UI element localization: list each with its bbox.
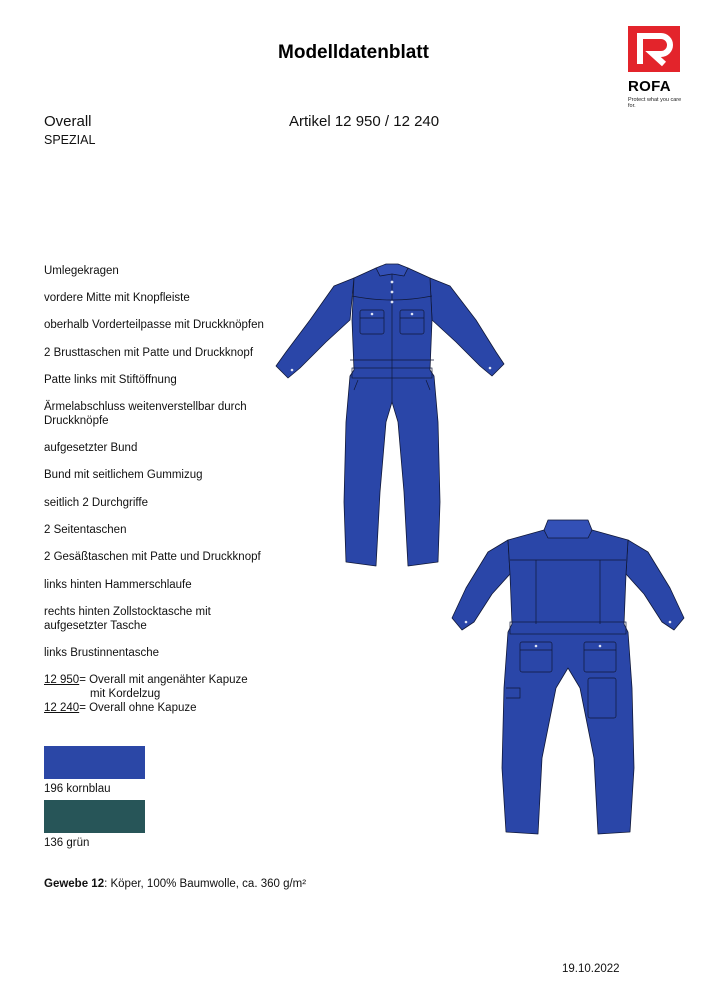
color-swatch-blue: [44, 746, 145, 779]
color-label: 136 grün: [44, 837, 90, 849]
feature-item: links hinten Hammerschlaufe: [44, 579, 192, 591]
feature-item: Patte links mit Stiftöffnung: [44, 374, 177, 386]
document-date: 19.10.2022: [562, 963, 620, 975]
feature-item: rechts hinten Zollstocktasche mit aufgesetzter Tasche: [44, 606, 211, 632]
fabric-info: [44, 878, 306, 890]
color-label: 196 kornblau: [44, 783, 111, 795]
fabric-text: : Köper, 100% Baumwolle, ca. 360 g/m²: [104, 878, 307, 890]
variant-item: [44, 673, 279, 687]
feature-item: seitlich 2 Durchgriffe: [44, 497, 148, 509]
feature-item: aufgesetzter Bund: [44, 442, 138, 454]
overall-back-illustration: [448, 518, 688, 836]
variant-code: 12 240: [44, 702, 80, 714]
variant-code: 12 950: [44, 674, 80, 686]
feature-item: Bund mit seitlichem Gummizug: [44, 469, 203, 481]
fabric-label: Gewebe 12: [44, 878, 105, 890]
variant-text: = Overall ohne Kapuze: [79, 702, 197, 714]
feature-item: Umlegekragen: [44, 265, 119, 277]
variant-text-continued: mit Kordelzug: [90, 688, 161, 700]
feature-item: 2 Brusttaschen mit Patte und Druckknopf: [44, 347, 254, 359]
feature-item: vordere Mitte mit Knopfleiste: [44, 292, 190, 304]
feature-item: links Brustinnentasche: [44, 647, 160, 659]
brand-name: ROFA: [628, 78, 671, 95]
page-title: Modelldatenblatt: [278, 42, 429, 63]
article-number: Artikel 12 950 / 12 240: [289, 113, 440, 130]
variant-item: [44, 701, 279, 715]
feature-item: Ärmelabschluss weitenverstellbar durch Druckknöpfe: [44, 401, 247, 427]
product-name: Overall: [44, 113, 92, 130]
rofa-logo-icon: [628, 26, 680, 72]
feature-item: oberhalb Vorderteilpasse mit Druckknöpfen: [44, 319, 264, 331]
brand-tagline: Protect what you care for.: [628, 97, 682, 109]
feature-item: 2 Seitentaschen: [44, 524, 127, 536]
feature-item: 2 Gesäßtaschen mit Patte und Druckknopf: [44, 551, 261, 563]
brand-logo: [628, 26, 684, 109]
product-subtitle: SPEZIAL: [44, 133, 96, 147]
variant-text: = Overall mit angenähter Kapuze: [79, 674, 248, 686]
color-swatch-green: [44, 800, 145, 833]
